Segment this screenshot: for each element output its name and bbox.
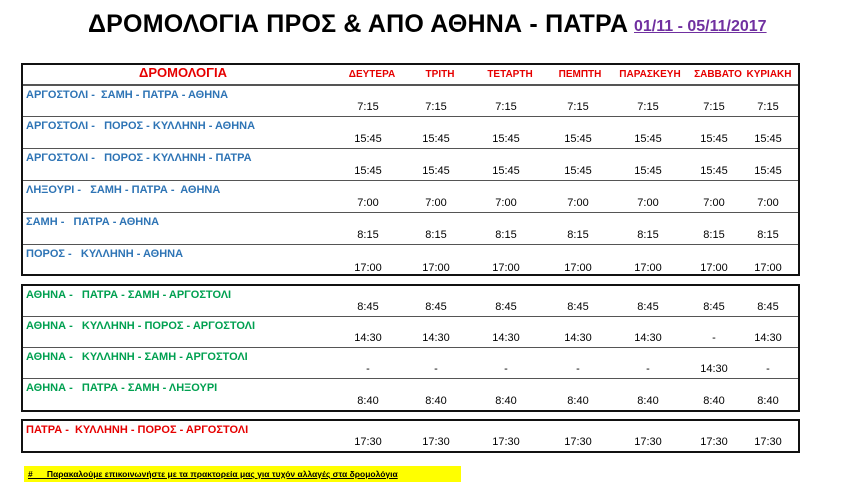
departure-time: 7:00: [357, 197, 379, 209]
day-header-tuesday: ΤΡΙΤΗ: [425, 69, 455, 80]
route-name: ΠΑΤΡΑ - ΚΥΛΛΗΝΗ - ΠΟΡΟΣ - ΑΡΓΟΣΤΟΛΙ: [26, 424, 249, 436]
departure-time: 8:45: [567, 301, 589, 313]
departure-time: 14:30: [700, 363, 728, 375]
departure-time: 7:15: [757, 101, 779, 113]
departure-time: 14:30: [754, 332, 782, 344]
departure-time: 17:30: [634, 436, 662, 448]
departure-time: -: [766, 363, 770, 375]
departure-time: 8:40: [495, 395, 517, 407]
table-row: [23, 117, 798, 149]
departure-time: 17:30: [492, 436, 520, 448]
departure-time: 15:45: [422, 165, 450, 177]
departure-time: 15:45: [492, 165, 520, 177]
route-name: ΠΟΡΟΣ - ΚΥΛΛΗΝΗ - ΑΘΗΝΑ: [26, 248, 184, 260]
table-row: [23, 245, 798, 277]
departure-time: 8:40: [757, 395, 779, 407]
day-header-monday: ΔΕΥΤΕΡΑ: [348, 69, 396, 80]
route-name: ΑΘΗΝΑ - ΚΥΛΛΗΝΗ - ΠΟΡΟΣ - ΑΡΓΟΣΤΟΛΙ: [26, 320, 256, 332]
departure-time: 15:45: [422, 133, 450, 145]
departure-time: 8:45: [495, 301, 517, 313]
table-row: [23, 181, 798, 213]
schedule-block-patra: [21, 419, 800, 453]
day-header-saturday: ΣΑΒΒΑΤΟ: [694, 69, 742, 80]
day-header-sunday: ΚΥΡΙΑΚΗ: [746, 69, 792, 80]
departure-time: 14:30: [422, 332, 450, 344]
route-name: ΑΘΗΝΑ - ΠΑΤΡΑ - ΣΑΜΗ - ΛΗΞΟΥΡΙ: [26, 382, 218, 394]
departure-time: 15:45: [700, 133, 728, 145]
day-header-thursday: ΠΕΜΠΤΗ: [558, 69, 602, 80]
departure-time: 15:45: [492, 133, 520, 145]
departure-time: 7:15: [703, 101, 725, 113]
departure-time: 15:45: [634, 133, 662, 145]
departure-time: 8:40: [425, 395, 447, 407]
schedule-block-to-athens: [21, 63, 800, 276]
routes-column-header: ΔΡΟΜΟΛΟΓΙΑ: [139, 65, 227, 80]
table-row: [23, 213, 798, 245]
departure-time: 17:30: [354, 436, 382, 448]
departure-time: 17:00: [564, 262, 592, 274]
departure-time: 8:15: [703, 229, 725, 241]
table-row: [23, 317, 798, 348]
departure-time: 17:30: [564, 436, 592, 448]
departure-time: 15:45: [354, 133, 382, 145]
departure-time: 8:45: [357, 301, 379, 313]
departure-time: -: [434, 363, 438, 375]
departure-time: 15:45: [634, 165, 662, 177]
departure-time: 8:15: [757, 229, 779, 241]
departure-time: 8:45: [757, 301, 779, 313]
departure-time: 15:45: [354, 165, 382, 177]
departure-time: 7:00: [567, 197, 589, 209]
departure-time: 17:00: [754, 262, 782, 274]
departure-time: 7:15: [567, 101, 589, 113]
departure-time: 17:30: [700, 436, 728, 448]
departure-time: 7:15: [495, 101, 517, 113]
departure-time: 7:15: [425, 101, 447, 113]
departure-time: 8:15: [357, 229, 379, 241]
departure-time: 8:45: [425, 301, 447, 313]
departure-time: 17:00: [422, 262, 450, 274]
departure-time: 15:45: [700, 165, 728, 177]
departure-time: 17:30: [754, 436, 782, 448]
schedule-block-from-athens: [21, 284, 800, 412]
departure-time: 8:45: [703, 301, 725, 313]
departure-time: -: [366, 363, 370, 375]
departure-time: -: [576, 363, 580, 375]
route-name: ΛΗΞΟΥΡΙ - ΣΑΜΗ - ΠΑΤΡΑ - ΑΘΗΝΑ: [26, 184, 221, 196]
departure-time: -: [646, 363, 650, 375]
table-row: [23, 85, 798, 117]
notice-banner: # Παρακαλούμε επικοινωνήστε με τα πρακτορεία μας για τυχόν αλλαγές στα δρομολόγια: [24, 466, 461, 482]
route-name: ΑΡΓΟΣΤΟΛΙ - ΣΑΜΗ - ΠΑΤΡΑ - ΑΘΗΝΑ: [26, 89, 229, 101]
departure-time: 15:45: [754, 133, 782, 145]
departure-time: 17:00: [700, 262, 728, 274]
route-name: ΑΡΓΟΣΤΟΛΙ - ΠΟΡΟΣ - ΚΥΛΛΗΝΗ - ΑΘΗΝΑ: [26, 120, 256, 132]
table-row: [23, 421, 798, 451]
departure-time: 7:00: [703, 197, 725, 209]
departure-time: 8:40: [357, 395, 379, 407]
route-name: ΑΘΗΝΑ - ΠΑΤΡΑ - ΣΑΜΗ - ΑΡΓΟΣΤΟΛΙ: [26, 289, 232, 301]
day-header-friday: ΠΑΡΑΣΚΕΥΗ: [619, 69, 681, 80]
departure-time: 15:45: [754, 165, 782, 177]
departure-time: 14:30: [564, 332, 592, 344]
departure-time: 7:15: [357, 101, 379, 113]
departure-time: -: [504, 363, 508, 375]
table-row: [23, 149, 798, 181]
departure-time: 14:30: [354, 332, 382, 344]
departure-time: 14:30: [492, 332, 520, 344]
departure-time: 8:40: [703, 395, 725, 407]
departure-time: 8:15: [495, 229, 517, 241]
departure-time: 7:15: [637, 101, 659, 113]
departure-time: 17:00: [492, 262, 520, 274]
departure-time: 8:15: [567, 229, 589, 241]
header-row: [23, 65, 798, 85]
departure-time: 8:45: [637, 301, 659, 313]
departure-time: 7:00: [495, 197, 517, 209]
departure-time: 14:30: [634, 332, 662, 344]
departure-time: 8:15: [425, 229, 447, 241]
departure-time: 7:00: [425, 197, 447, 209]
route-name: ΑΘΗΝΑ - ΚΥΛΛΗΝΗ - ΣΑΜΗ - ΑΡΓΟΣΤΟΛΙ: [26, 351, 248, 363]
departure-time: 8:40: [637, 395, 659, 407]
route-name: ΣΑΜΗ - ΠΑΤΡΑ - ΑΘΗΝΑ: [26, 216, 160, 228]
table-row: [23, 286, 798, 317]
departure-time: 7:00: [637, 197, 659, 209]
departure-time: 7:00: [757, 197, 779, 209]
departure-time: 15:45: [564, 165, 592, 177]
table-row: [23, 379, 798, 410]
day-header-wednesday: ΤΕΤΑΡΤΗ: [487, 69, 533, 80]
departure-time: 8:15: [637, 229, 659, 241]
departure-time: 17:00: [354, 262, 382, 274]
route-name: ΑΡΓΟΣΤΟΛΙ - ΠΟΡΟΣ - ΚΥΛΛΗΝΗ - ΠΑΤΡΑ: [26, 152, 252, 164]
departure-time: 17:00: [634, 262, 662, 274]
departure-time: 15:45: [564, 133, 592, 145]
departure-time: -: [712, 332, 716, 344]
table-row: [23, 348, 798, 379]
page-title: ΔΡΟΜΟΛΟΓΙΑ ΠΡΟΣ & ΑΠΟ ΑΘΗΝΑ - ΠΑΤΡΑ: [88, 10, 629, 38]
date-range: 01/11 - 05/11/2017: [634, 18, 767, 35]
departure-time: 17:30: [422, 436, 450, 448]
departure-time: 8:40: [567, 395, 589, 407]
